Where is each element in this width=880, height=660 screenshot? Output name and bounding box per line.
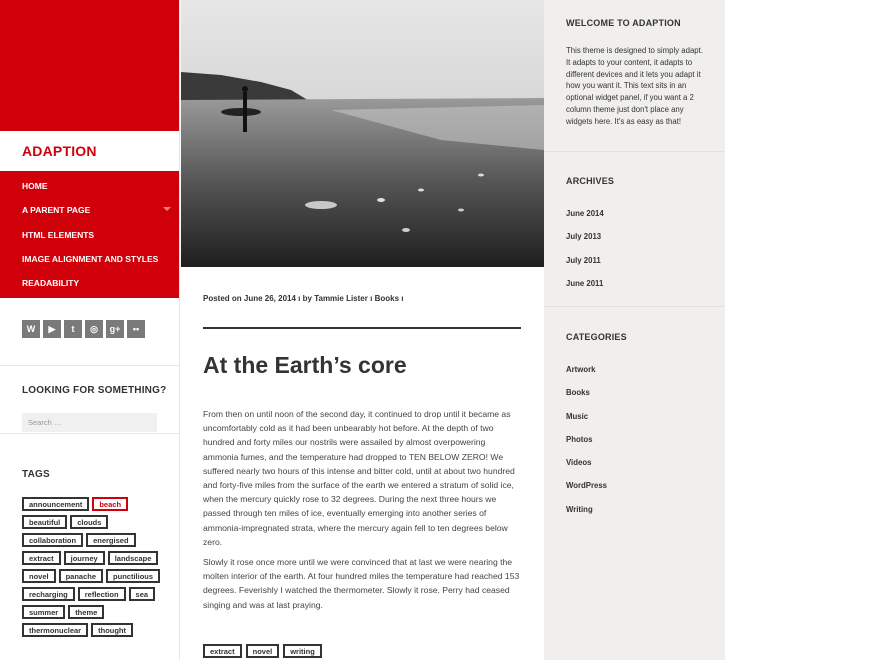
- tag-link[interactable]: thermonuclear: [22, 623, 88, 637]
- tag-link[interactable]: landscape: [108, 551, 159, 565]
- welcome-text: This theme is designed to simply adapt. It adapts to your content, it adapts to different devices and it lets you adapt it how you want it. This text sits in an optional widget panel, if you want a 2 column theme just don't place any widgets here. It's as easy as that!: [566, 46, 703, 126]
- archive-link[interactable]: June 2011: [566, 278, 604, 288]
- tag-link[interactable]: summer: [22, 605, 65, 619]
- tag-link[interactable]: collaboration: [22, 533, 83, 547]
- tag-link[interactable]: announcement: [22, 497, 89, 511]
- tag-link[interactable]: clouds: [70, 515, 108, 529]
- search-widget: [0, 366, 179, 434]
- archive-link[interactable]: July 2011: [566, 255, 601, 265]
- tag-cloud: [22, 497, 162, 637]
- meta-separator: ı: [370, 294, 373, 303]
- tag-link[interactable]: reflection: [78, 587, 126, 601]
- tag-link[interactable]: thought: [91, 623, 133, 637]
- twitter-icon[interactable]: t: [64, 320, 82, 338]
- flickr-icon[interactable]: ••: [127, 320, 145, 338]
- tag-link[interactable]: sea: [129, 587, 156, 601]
- categories-title: CATEGORIES: [566, 332, 627, 342]
- category-link[interactable]: Videos: [566, 458, 592, 468]
- post-tag-link[interactable]: writing: [283, 644, 322, 658]
- category-link[interactable]: Music: [566, 411, 589, 421]
- archive-link[interactable]: June 2014: [566, 209, 604, 218]
- category-link[interactable]: Artwork: [566, 365, 596, 374]
- category-link[interactable]: Photos: [566, 434, 593, 444]
- category-link[interactable]: Writing: [566, 504, 593, 514]
- tag-link-active[interactable]: beach: [92, 497, 128, 511]
- tag-link[interactable]: punctilious: [106, 569, 160, 583]
- category-link[interactable]: Books: [566, 388, 590, 398]
- main-content: [181, 0, 544, 660]
- social-links: [0, 298, 179, 366]
- search-input[interactable]: Search …: [22, 413, 157, 432]
- post-tag-link[interactable]: novel: [246, 644, 280, 658]
- category-link[interactable]: WordPress: [566, 481, 608, 491]
- post-meta: [203, 294, 403, 303]
- tag-link[interactable]: theme: [68, 605, 104, 619]
- welcome-widget: [544, 0, 725, 152]
- wordpress-icon[interactable]: W: [22, 320, 40, 338]
- featured-image[interactable]: [181, 0, 544, 267]
- site-title[interactable]: ADAPTION: [22, 143, 97, 159]
- beach-photo: [181, 0, 544, 267]
- archives-title: ARCHIVES: [566, 176, 615, 186]
- tag-link[interactable]: energised: [86, 533, 135, 547]
- main-menu: [0, 171, 179, 298]
- tag-link[interactable]: recharging: [22, 587, 75, 601]
- menu-item-readability[interactable]: READABILITY: [22, 278, 80, 289]
- meta-separator: ı: [298, 294, 301, 303]
- right-sidebar: [544, 0, 725, 660]
- menu-item-html-elements[interactable]: HTML ELEMENTS: [22, 229, 95, 240]
- menu-item-label: A PARENT PAGE: [22, 205, 91, 216]
- archive-link[interactable]: July 2013: [566, 232, 602, 242]
- tag-link[interactable]: extract: [22, 551, 61, 565]
- tag-link[interactable]: beautiful: [22, 515, 67, 529]
- menu-item-image-alignment[interactable]: IMAGE ALIGNMENT AND STYLES: [22, 254, 159, 265]
- post-paragraph: From then on until noon of the second day, it continued to drop until it became as uncomfortably cold as it had been unbearably hot before. At the depth of two hundred and forty miles our nostrils were assailed by almost overpowering ammonia fumes, and the temperature had dropped to TEN BELOW ZERO! We suffered nearly two hours of this intense and bitter cold, until at about two hundred and forty-five miles from the surface of the earth we entered a stratum of solid ice, when the mercury quickly rose to 32 degrees. During the next three hours we passed through ten miles of ice, eventually emerging into another series of ammonia-impregnated strata, where the mercury again fell to ten degrees below zero.: [203, 409, 515, 547]
- menu-item-home[interactable]: HOME: [22, 181, 48, 192]
- tags-widget-title: TAGS: [22, 469, 50, 480]
- youtube-icon[interactable]: ▶: [43, 320, 61, 338]
- tag-link[interactable]: panache: [59, 569, 103, 583]
- archives-widget: [544, 152, 725, 307]
- menu-item-parent-page[interactable]: [0, 198, 179, 222]
- search-widget-title: LOOKING FOR SOMETHING?: [22, 385, 167, 397]
- title-divider: [203, 327, 521, 329]
- post-paragraph: Slowly it rose once more until we were convinced that at last we were nearing the molten interior of the earth. At four hundred miles the temperature had reached 153 degrees. Feverishly I watched the thermometer. Slowly it rose. Perry had ceased singing and was at last praying.: [203, 557, 520, 610]
- google-plus-icon[interactable]: g+: [106, 320, 124, 338]
- post-category[interactable]: Books: [374, 294, 400, 303]
- post-tags: [203, 644, 322, 658]
- post-author[interactable]: by Tammie Lister: [302, 294, 368, 303]
- tag-link[interactable]: journey: [64, 551, 105, 565]
- instagram-icon[interactable]: ◎: [85, 320, 103, 338]
- page-margin: [725, 0, 880, 660]
- post-date[interactable]: Posted on June 26, 2014: [203, 294, 296, 303]
- post-title[interactable]: At the Earth’s core: [203, 352, 407, 378]
- welcome-title: WELCOME TO ADAPTION: [566, 18, 681, 28]
- chevron-down-icon[interactable]: [163, 207, 171, 211]
- tag-link[interactable]: novel: [22, 569, 56, 583]
- meta-separator: ı: [401, 294, 404, 303]
- post-tag-link[interactable]: extract: [203, 644, 242, 658]
- header-color-block: [0, 0, 179, 131]
